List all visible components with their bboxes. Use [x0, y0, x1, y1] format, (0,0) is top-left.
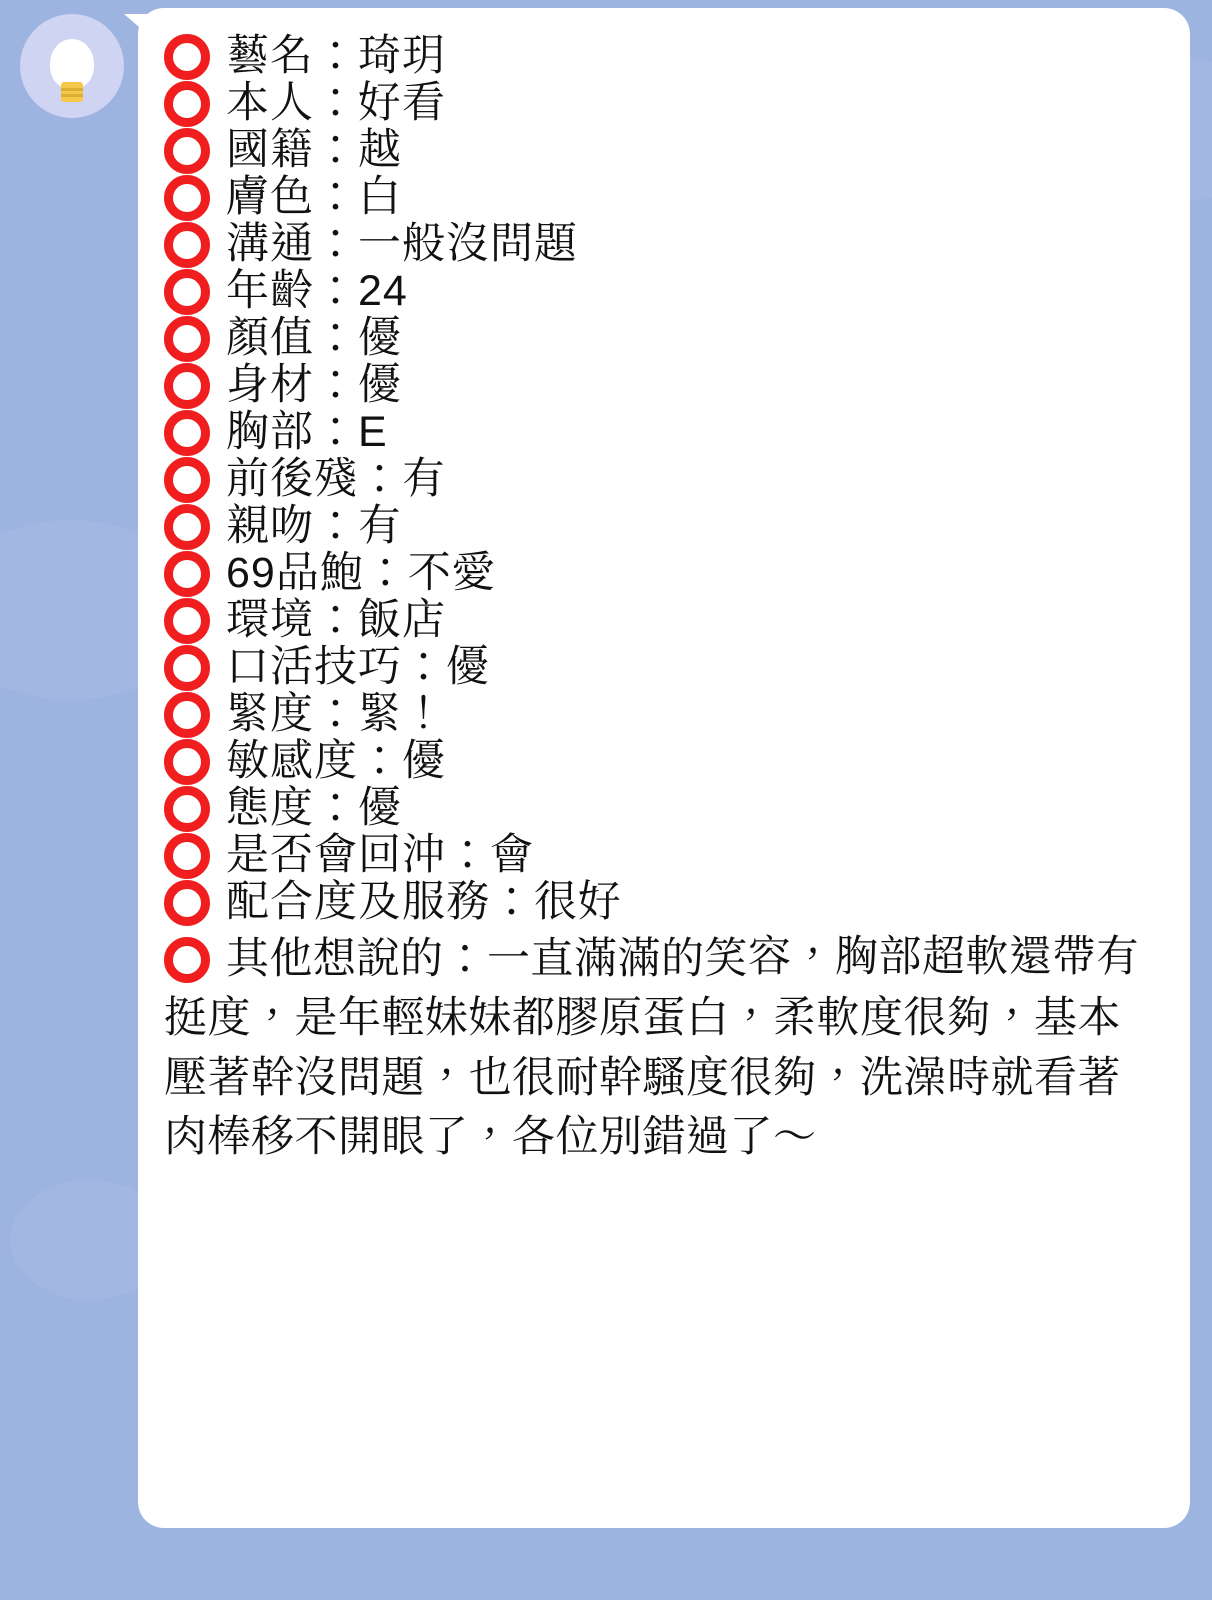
- list-item: [164, 175, 1164, 221]
- list-item: [164, 34, 1164, 80]
- note-heading: [164, 930, 748, 989]
- list-item: [164, 692, 1164, 738]
- lightbulb-base-icon: [61, 82, 83, 102]
- attribute-text: 溝通：一般沒問題: [226, 220, 578, 269]
- red-circle-bullet-icon: [164, 692, 210, 738]
- red-circle-bullet-icon: [164, 833, 210, 879]
- red-circle-bullet-icon: [164, 316, 210, 362]
- red-circle-bullet-icon: [164, 739, 210, 785]
- list-item: [164, 504, 1164, 550]
- message-bubble-wrapper: [138, 8, 1212, 1528]
- list-item: [164, 269, 1164, 315]
- note-heading-text: 其他想說的：一直滿滿的笑: [226, 934, 748, 983]
- bubble-tail: [124, 14, 154, 40]
- list-item: [164, 128, 1164, 174]
- list-item: [164, 551, 1164, 597]
- attribute-text: 胸部：E: [226, 408, 388, 457]
- red-circle-bullet-icon: [164, 175, 210, 221]
- avatar[interactable]: [20, 14, 124, 118]
- attribute-text: 口活技巧：優: [226, 643, 490, 692]
- red-circle-bullet-icon: [164, 34, 210, 80]
- red-circle-bullet-icon: [164, 598, 210, 644]
- attribute-text: 顏值：優: [226, 314, 402, 363]
- attribute-text: 身材：優: [226, 361, 402, 410]
- attribute-text: 敏感度：優: [226, 737, 446, 786]
- list-item: [164, 739, 1164, 785]
- red-circle-bullet-icon: [164, 363, 210, 409]
- red-circle-bullet-icon: [164, 128, 210, 174]
- attribute-text: 是否會回沖：會: [226, 831, 534, 880]
- attribute-text: 69品鮑：不愛: [226, 549, 496, 598]
- attribute-list: [164, 34, 1164, 926]
- list-item: [164, 457, 1164, 503]
- attribute-text: 緊度：緊！: [226, 690, 446, 739]
- list-item: [164, 645, 1164, 691]
- list-item: [164, 880, 1164, 926]
- red-circle-bullet-icon: [164, 937, 210, 983]
- red-circle-bullet-icon: [164, 786, 210, 832]
- red-circle-bullet-icon: [164, 81, 210, 127]
- red-circle-bullet-icon: [164, 551, 210, 597]
- attribute-text: 態度：優: [226, 784, 402, 833]
- attribute-text: 年齡：24: [226, 267, 408, 316]
- red-circle-bullet-icon: [164, 410, 210, 456]
- red-circle-bullet-icon: [164, 457, 210, 503]
- message-bubble[interactable]: [138, 8, 1190, 1528]
- red-circle-bullet-icon: [164, 880, 210, 926]
- red-circle-bullet-icon: [164, 222, 210, 268]
- red-circle-bullet-icon: [164, 645, 210, 691]
- list-item: [164, 410, 1164, 456]
- list-item: [164, 598, 1164, 644]
- red-circle-bullet-icon: [164, 269, 210, 315]
- attribute-text: 本人：好看: [226, 79, 446, 128]
- attribute-text: 前後殘：有: [226, 455, 446, 504]
- attribute-text: 配合度及服務：很好: [226, 878, 622, 927]
- attribute-text: 藝名：琦玥: [226, 32, 446, 81]
- list-item: [164, 363, 1164, 409]
- attribute-text: 環境：飯店: [226, 596, 446, 645]
- note-paragraph: [164, 928, 1164, 1167]
- list-item: [164, 316, 1164, 362]
- list-item: [164, 786, 1164, 832]
- attribute-text: 親吻：有: [226, 502, 402, 551]
- red-circle-bullet-icon: [164, 504, 210, 550]
- attribute-text: 國籍：越: [226, 126, 402, 175]
- list-item: [164, 833, 1164, 879]
- note-body-text: 容，胸部超軟還帶有挺度，是年輕妹妹都膠原蛋白，柔軟度很夠，基本壓著幹沒問題，也很耐幹騷度很夠，洗澡時就看著肉棒移不開眼了，各位別錯過了～: [164, 933, 1140, 1161]
- list-item: [164, 222, 1164, 268]
- list-item: [164, 81, 1164, 127]
- attribute-text: 膚色：白: [226, 173, 402, 222]
